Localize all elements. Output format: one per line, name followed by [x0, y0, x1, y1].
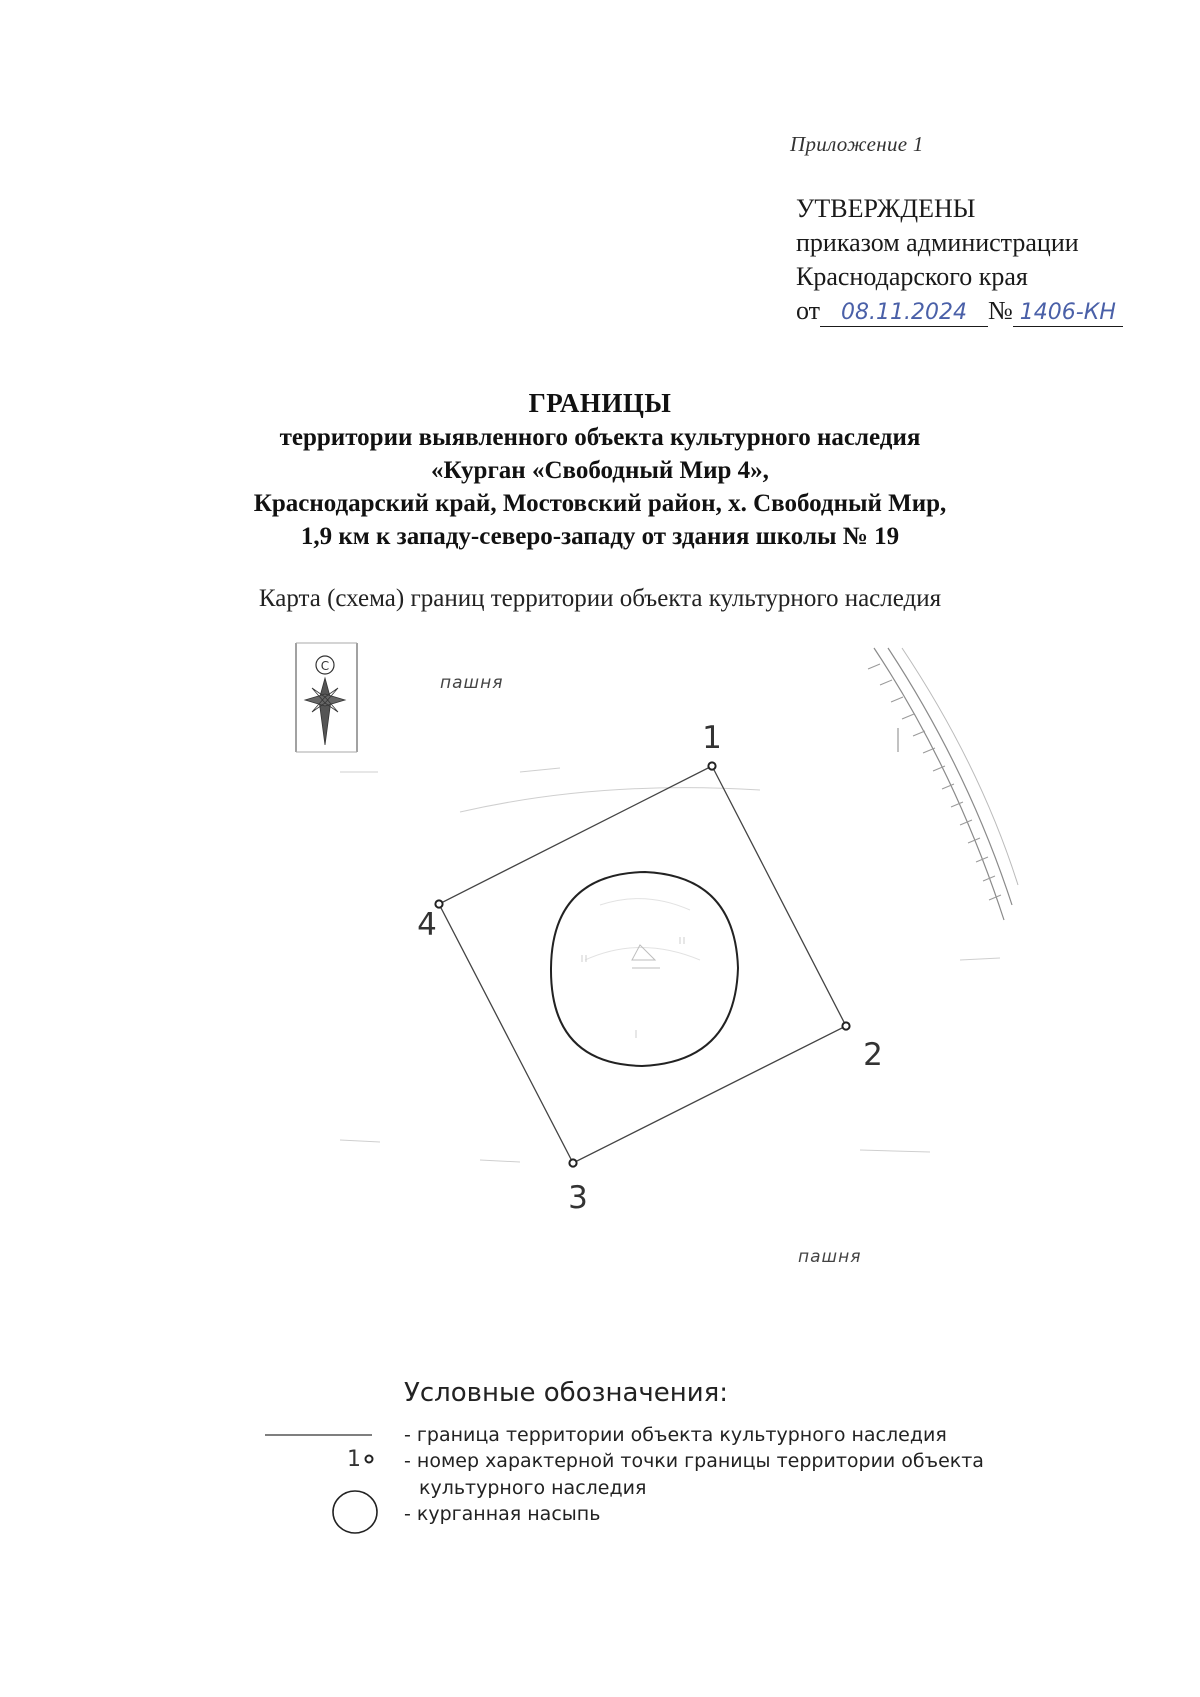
title-heading: ГРАНИЦЫ — [528, 388, 672, 418]
point-label-2: 2 — [863, 1037, 883, 1073]
number-sign: № — [988, 296, 1013, 325]
legend-symbols — [265, 1435, 377, 1533]
legend-item-boundary: - граница территории объекта культурного наследия — [404, 1424, 947, 1446]
approval-title: УТВЕРЖДЕНЫ — [796, 194, 976, 223]
field-label-top: пашня — [440, 673, 504, 693]
legend-title: Условные обозначения: — [404, 1378, 729, 1408]
title-line-3: Краснодарский край, Мостовский район, х. Свободный Мир, — [253, 490, 947, 517]
field-label-bottom: пашня — [798, 1247, 862, 1267]
point-label-4: 4 — [417, 907, 437, 943]
point-label-3: 3 — [568, 1180, 588, 1216]
road-embankment — [868, 648, 1018, 920]
heritage-territory-boundary — [439, 766, 846, 1163]
title-line-2: «Курган «Свободный Мир 4», — [431, 457, 769, 484]
legend-point-number: 1 — [347, 1447, 361, 1472]
field-background-marks — [340, 768, 1000, 1162]
title-line-4: 1,9 км к западу-северо-западу от здания школы № 19 — [300, 523, 900, 550]
date-prefix: от — [796, 296, 821, 325]
date-value: 08.11.2024 — [841, 300, 968, 325]
legend-item-mound: - курганная насыпь — [404, 1503, 601, 1525]
boundary-point-3 — [568, 1159, 588, 1216]
legend-item-point: - номер характерной точки границы территории объекта — [404, 1450, 984, 1472]
compass-icon — [296, 643, 357, 752]
boundary-point-2 — [842, 1022, 882, 1073]
boundary-point-1 — [702, 720, 722, 770]
boundary-point-4 — [417, 900, 442, 943]
number-value: 1406-КН — [1019, 300, 1116, 325]
appendix-label: Приложение 1 — [790, 132, 924, 156]
approval-line-2: Краснодарского края — [796, 262, 1028, 291]
legend-mound-circle — [333, 1491, 377, 1533]
legend-point-marker — [366, 1456, 373, 1463]
approval-line-1: приказом администрации — [796, 228, 1079, 257]
map-caption: Карта (схема) границ территории объекта культурного наследия — [258, 585, 942, 612]
point-label-1: 1 — [702, 720, 722, 756]
burial-mound — [551, 872, 738, 1066]
legend-item-point-cont: культурного наследия — [419, 1477, 647, 1499]
compass-letter: С — [320, 659, 330, 673]
title-line-1: территории выявленного объекта культурного наследия — [279, 424, 921, 451]
